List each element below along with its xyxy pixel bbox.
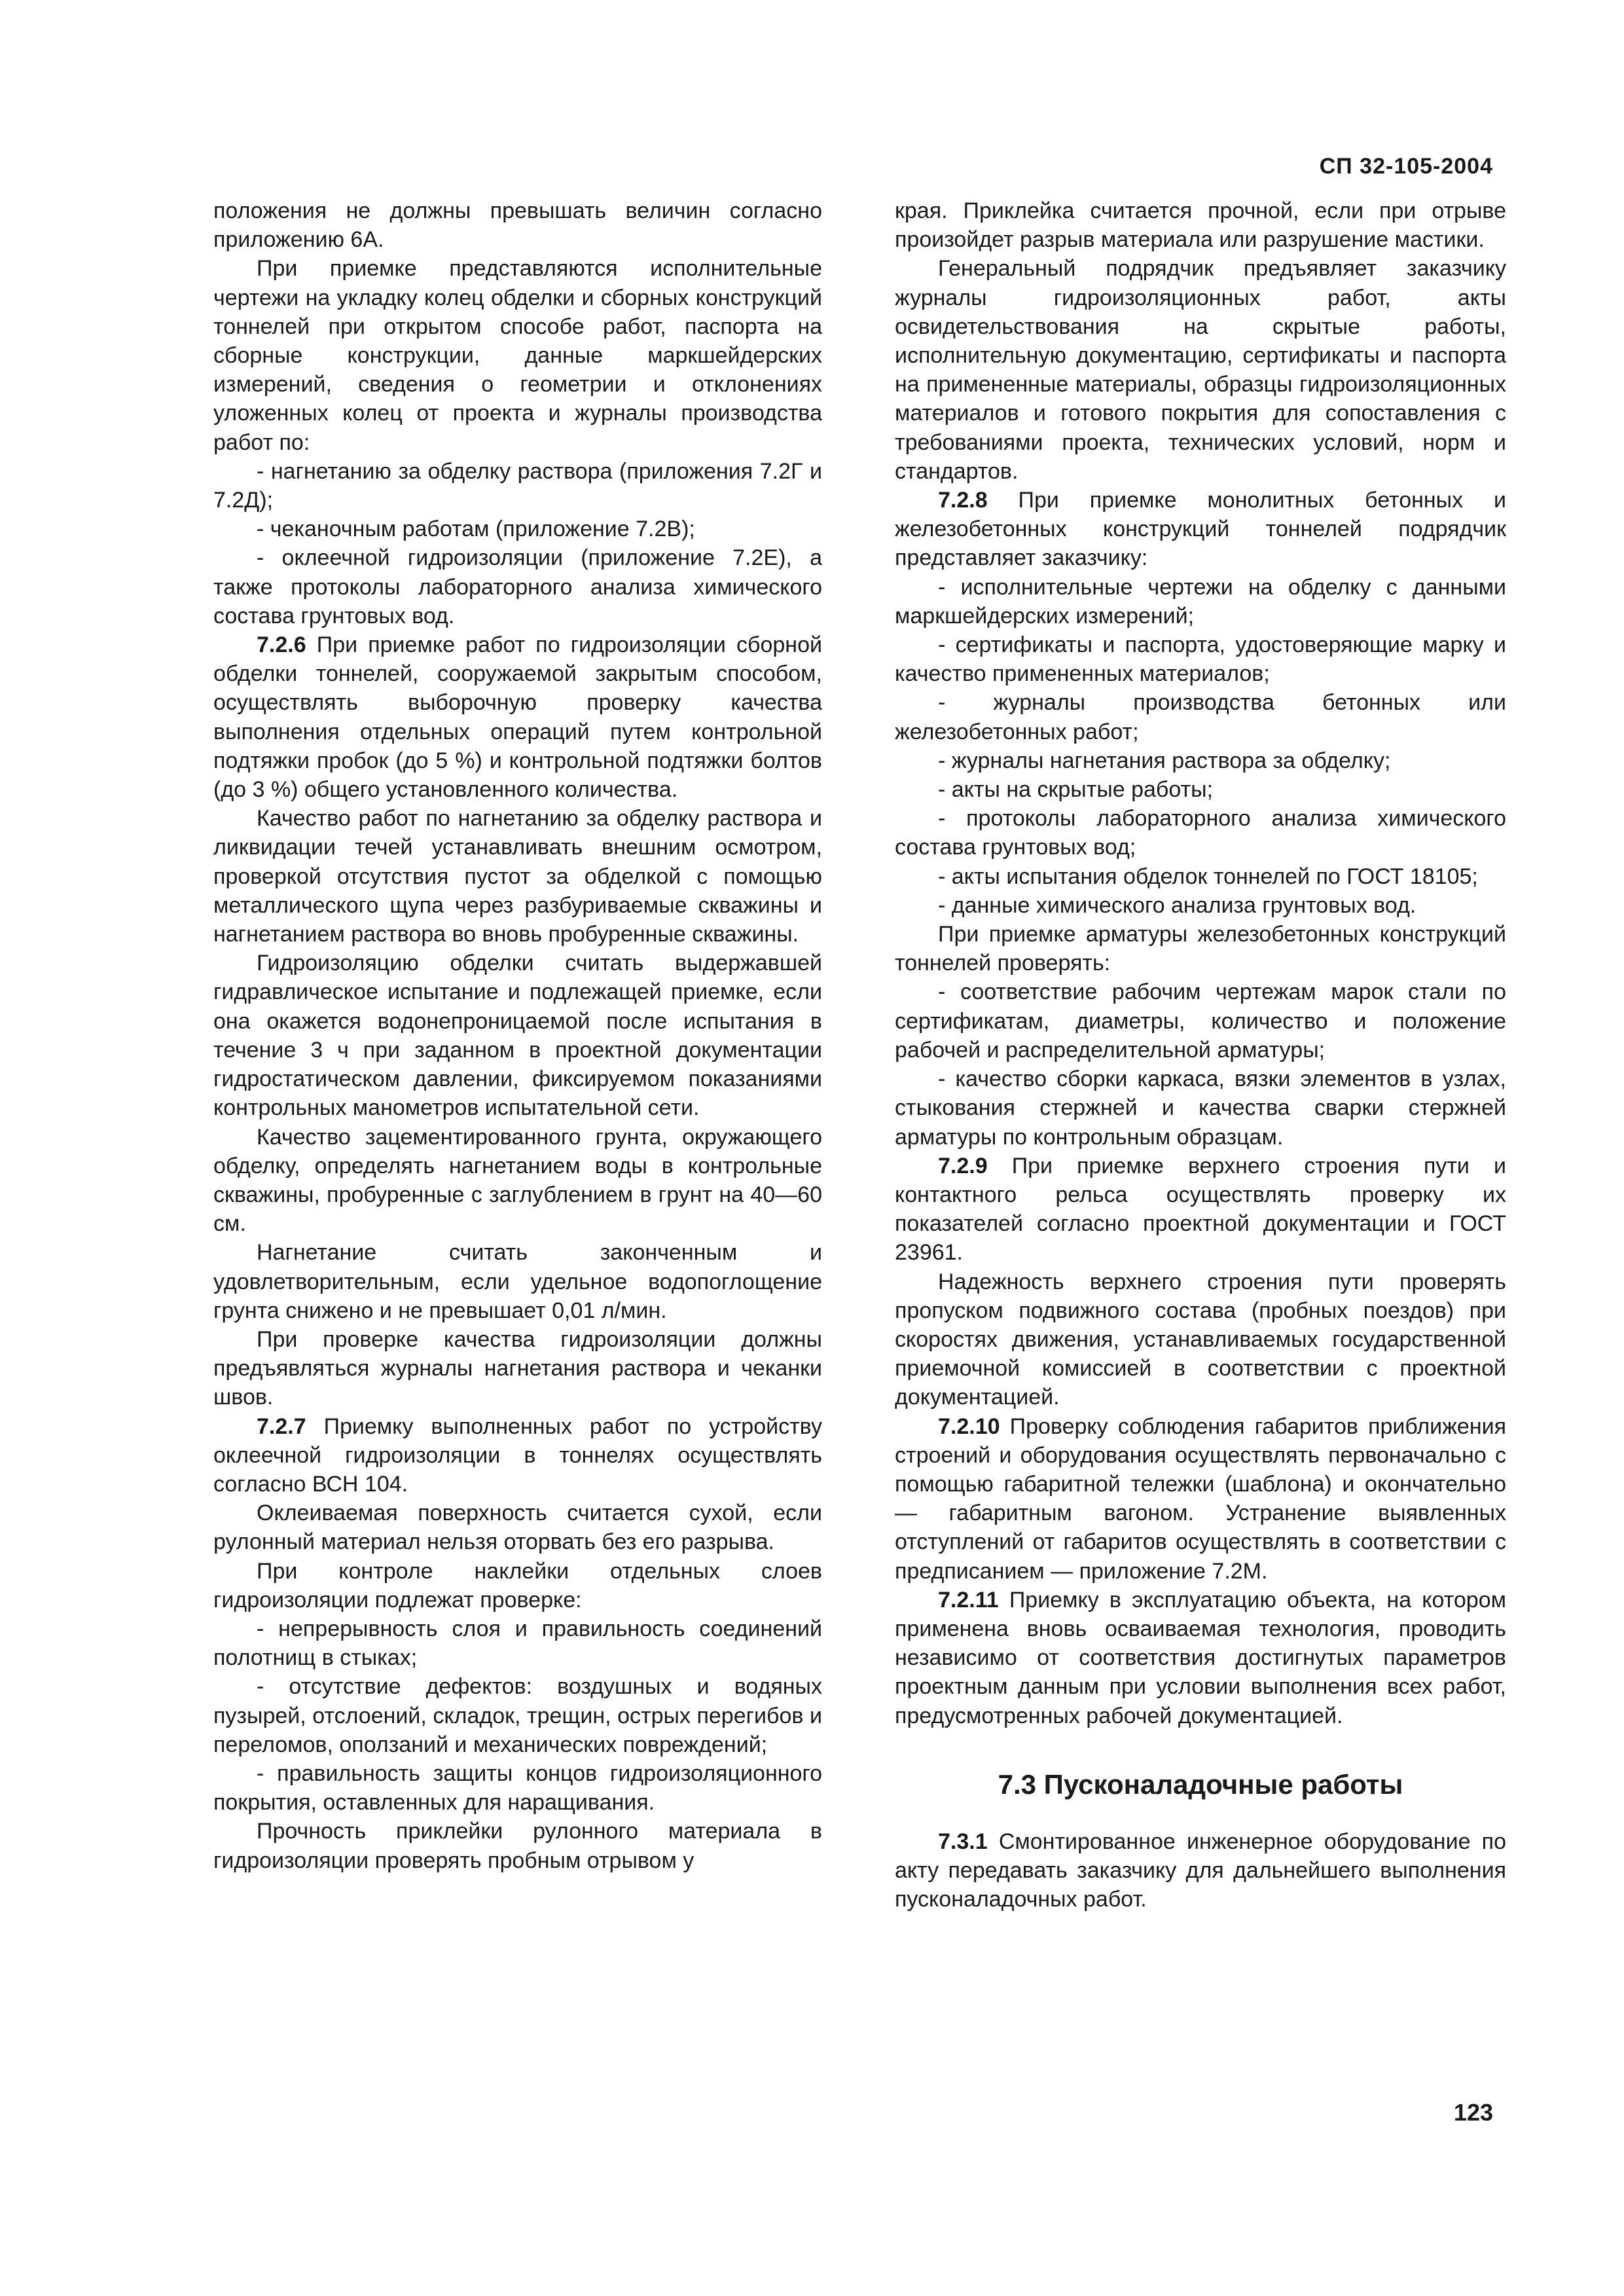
paragraph-text: - исполнительные чертежи на обделку с данными маркшейдерских измерений; — [895, 574, 1506, 629]
list-item — [895, 746, 1506, 775]
page-number: 123 — [1453, 2099, 1493, 2126]
paragraph-text: - нагнетанию за обделку раствора (приложения 7.2Г и 7.2Д); — [213, 458, 822, 513]
clause-number: 7.2.7 — [257, 1413, 306, 1439]
paragraph-text: При приемке верхнего строения пути и контактного рельса осуществлять проверку их показателей согласно проектной документации и ГОСТ 23961. — [895, 1153, 1506, 1266]
clause-paragraph — [895, 1586, 1506, 1730]
paragraph — [213, 1123, 822, 1239]
paragraph-text: края. Приклейка считается прочной, если при отрыве произойдет разрыв материала или разрушение мастики. — [895, 198, 1506, 253]
paragraph-text: Приемку в эксплуатацию объекта, на котором применена вновь осваиваемая технология, проводить независимо от соответствия достигнутых параметров проектным данным при условии выполнения всех работ, предусмотренных рабочей документацией. — [895, 1587, 1506, 1728]
paragraph-text: - данные химического анализа грунтовых вод. — [938, 892, 1416, 918]
paragraph-text: Качество работ по нагнетанию за обделку раствора и ликвидации течей устанавливать внешним осмотром, проверкой отсутствия пустот за обделкой с помощью металлического щупа через разбуриваемые скважины и нагнетанием раствора во вновь пробуренные скважины. — [213, 806, 822, 947]
paragraph-text: Качество зацементированного грунта, окружающего обделку, определять нагнетанием воды в контрольные скважины, пробуренные с заглублением в грунт на 40—60 см. — [213, 1124, 822, 1237]
paragraph — [213, 1817, 822, 1874]
list-item — [213, 1672, 822, 1759]
clause-number: 7.2.11 — [938, 1587, 999, 1613]
paragraph-text: При проверке качества гидроизоляции должны предъявляться журналы нагнетания раствора и чеканки швов. — [213, 1326, 822, 1410]
list-item — [895, 862, 1506, 891]
section-heading: 7.3 Пусконаладочные работы — [998, 1768, 1403, 1800]
clause-paragraph — [213, 630, 822, 804]
paragraph — [213, 1238, 822, 1325]
list-item — [213, 543, 822, 630]
paragraph-text: Приемку выполненных работ по устройству оклеечной гидроизоляции в тоннелях осуществлять согласно ВСН 104. — [213, 1413, 822, 1497]
paragraph — [213, 1499, 822, 1556]
paragraph-text: Гидроизоляцию обделки считать выдержавшей гидравлическое испытание и подлежащей приемке, если она окажется водонепроницаемой после испытания в течение 3 ч при заданном в проектной документации гидростатическом давлении, фиксируемом показаниями контрольных манометров испытательной сети. — [213, 951, 822, 1121]
paragraph — [213, 254, 822, 456]
paragraph-text: Надежность верхнего строения пути проверять пропуском подвижного состава (пробных поездов) при скоростях движения, устанавливаемых государственной приемочной комиссией в соответствии с проектной документацией. — [895, 1269, 1506, 1410]
clause-paragraph — [213, 1412, 822, 1499]
paragraph-text: - журналы нагнетания раствора за обделку; — [938, 748, 1391, 773]
paragraph-text: При контроле наклейки отдельных слоев гидроизоляции подлежат проверке: — [213, 1558, 822, 1613]
paragraph-text: Генеральный подрядчик предъявляет заказчику журналы гидроизоляционных работ, акты освидетельствования на скрытые работы, исполнительную документацию, сертификаты и паспорта на примененные материалы, образцы гидроизоляционных материалов и готового покрытия для сопоставления с требованиями проекта, технических условий, норм и стандартов. — [895, 256, 1506, 484]
paragraph-text: При приемке арматуры железобетонных конструкций тоннелей проверять: — [895, 922, 1506, 976]
paragraph-text: Оклеиваемая поверхность считается сухой, если рулонный материал нельзя оторвать без его разрыва. — [213, 1501, 822, 1555]
paragraph — [213, 804, 822, 949]
clause-paragraph — [895, 1827, 1506, 1914]
paragraph-text: - отсутствие дефектов: воздушных и водяных пузырей, отслоений, складок, трещин, острых перегибов и переломов, оползаний и механических повреждений; — [213, 1674, 822, 1757]
paragraph-text: Нагнетание считать законченным и удовлетворительным, если удельное водопоглощение грунта снижено и не превышает 0,01 л/мин. — [213, 1240, 822, 1323]
right-column — [895, 196, 1506, 1914]
list-item — [895, 573, 1506, 630]
list-item — [895, 775, 1506, 804]
paragraph — [895, 196, 1506, 254]
paragraph-text: положения не должны превышать величин согласно приложению 6А. — [213, 198, 822, 253]
list-item — [213, 457, 822, 515]
clause-number: 7.2.8 — [938, 488, 988, 513]
clause-paragraph — [895, 1152, 1506, 1267]
paragraph-text: - оклеечной гидроизоляции (приложение 7.2Е), а также протоколы лабораторного анализа химического состава грунтовых вод. — [213, 545, 822, 629]
list-item — [213, 515, 822, 543]
paragraph-text: Проверку соблюдения габаритов приближения строений и оборудования осуществлять первоначально с помощью габаритной тележки (шаблона) и окончательно — габаритным вагоном. Устранение выявленных отступлений от габаритов осуществлять в соответствии с предписанием — приложение 7.2М. — [895, 1413, 1506, 1584]
paragraph — [895, 254, 1506, 486]
paragraph-text: - акты испытания обделок тоннелей по ГОСТ 18105; — [938, 864, 1478, 889]
clause-number: 7.3.1 — [938, 1829, 988, 1854]
paragraph — [895, 1267, 1506, 1412]
paragraph-text: - сертификаты и паспорта, удостоверяющие марку и качество примененных материалов; — [895, 632, 1506, 687]
paragraph-text: - правильность защиты концов гидроизоляционного покрытия, оставленных для наращивания. — [213, 1760, 822, 1815]
paragraph-text: - журналы производства бетонных или железобетонных работ; — [895, 690, 1506, 744]
paragraph-text: При приемке монолитных бетонных и железобетонных конструкций тоннелей подрядчик представляет заказчику: — [895, 488, 1506, 571]
paragraph-text: При приемке работ по гидроизоляции сборной обделки тоннелей, сооружаемой закрытым способом, осуществлять выборочную проверку качества выполнения отдельных операций путем контрольной подтяжки пробок (до 5 %) и контрольной подтяжки болтов (до 3 %) общего установленного количества. — [213, 632, 822, 803]
list-item — [895, 804, 1506, 862]
list-item — [895, 630, 1506, 688]
left-column — [213, 196, 822, 1875]
paragraph-text: - качество сборки каркаса, вязки элементов в узлах, стыкования стержней и качества сварки стержней арматуры по контрольным образцам. — [895, 1066, 1506, 1150]
paragraph — [213, 1325, 822, 1412]
list-item — [895, 891, 1506, 920]
clause-paragraph — [895, 1412, 1506, 1586]
clause-paragraph — [895, 486, 1506, 573]
clause-number: 7.2.10 — [938, 1413, 1000, 1439]
paragraph-text: Прочность приклейки рулонного материала в гидроизоляции проверять пробным отрывом у — [213, 1819, 822, 1873]
paragraph-text: Смонтированное инженерное оборудование по акту передавать заказчику для дальнейшего выполнения пусконаладочных работ. — [895, 1829, 1507, 1912]
list-item — [213, 1759, 822, 1817]
paragraph — [213, 1557, 822, 1614]
paragraph-text: - непрерывность слоя и правильность соединений полотнищ в стыках; — [213, 1616, 822, 1671]
list-item — [895, 688, 1506, 746]
paragraph-text: При приемке представляются исполнительные чертежи на укладку колец обделки и сборных конструкций тоннелей при открытом способе работ, паспорта на сборные конструкции, данные маркшейдерских измерений, сведения о геометрии и отклонениях уложенных колец от проекта и журналы производства работ по: — [213, 256, 822, 455]
paragraph — [895, 920, 1506, 977]
list-item — [895, 1065, 1506, 1152]
document-code: СП 32-105-2004 — [1319, 154, 1493, 179]
paragraph-text: - акты на скрытые работы; — [938, 777, 1214, 803]
clause-number: 7.2.9 — [938, 1153, 988, 1178]
paragraph — [213, 196, 822, 254]
list-item — [213, 1614, 822, 1672]
paragraph-text: - протоколы лабораторного анализа химического состава грунтовых вод; — [895, 806, 1506, 860]
list-item — [895, 977, 1506, 1065]
clause-number: 7.2.6 — [257, 632, 306, 658]
paragraph — [213, 949, 822, 1122]
paragraph-text: - чеканочным работам (приложение 7.2В); — [257, 517, 695, 542]
paragraph-text: - соответствие рабочим чертежам марок стали по сертификатам, диаметры, количество и положение рабочей и распределительной арматуры; — [895, 979, 1506, 1063]
